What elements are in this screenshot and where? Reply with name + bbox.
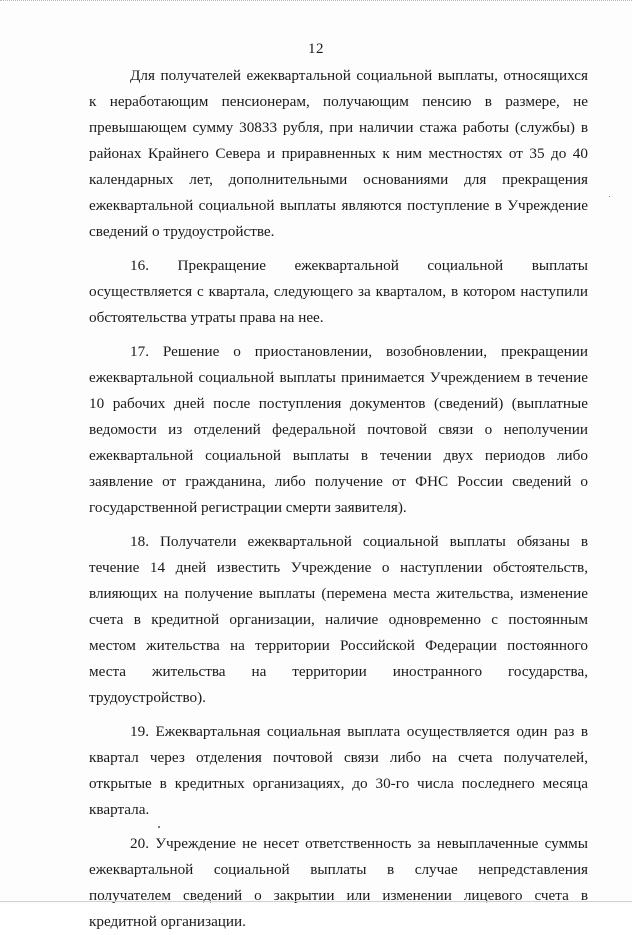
scan-edge-top — [0, 0, 632, 4]
scan-edge-bottom — [0, 900, 632, 902]
document-body — [89, 63, 588, 935]
paragraph-18: 18. Получатели ежеквартальной социальной выплаты обязаны в течение 14 дней известить Учреждение о наступлении обстоятельств, влияющих на получение выплаты (перемена места жительства, изменение счета в кредитной организации, наличие одновременно с постоянным местом жительства на территории Российской Федерации постоянного места жительства на территории иностранного государства, трудоустройство). — [89, 533, 588, 706]
paragraph-19: 19. Ежеквартальная социальная выплата осуществляется один раз в квартал через отделения почтовой связи либо на счета получателей, открытые в кредитных организациях, до 30-го числа последнего месяца квартала. — [89, 723, 588, 818]
paragraph-16: 16. Прекращение ежеквартальной социальной выплаты осуществляется с квартала, следующего за кварталом, в котором наступили обстоятельства утраты права на нее. — [89, 257, 588, 326]
scan-speck — [609, 196, 610, 197]
scan-speck — [158, 826, 160, 828]
page-number: 12 — [308, 41, 324, 57]
paragraph-pensioners-basis: Для получателей ежеквартальной социальной выплаты, относящихся к неработающим пенсионерам, получающим пенсию в размере, не превышающем сумму 30833 рубля, при наличии стажа работы (службы) в районах Крайнего Севера и приравненных к ним местностях от 35 до 40 календарных лет, дополнительными основаниями для прекращения ежеквартальной социальной выплаты являются поступление в Учреждение сведений о трудоустройстве. — [89, 67, 588, 240]
paragraph-20: 20. Учреждение не несет ответственность за невыплаченные суммы ежеквартальной социальной выплаты в случае непредставления получателем сведений о закрытии или изменении лицевого счета в кредитной организации. — [89, 835, 588, 930]
paragraph-17: 17. Решение о приостановлении, возобновлении, прекращении ежеквартальной социальной выплаты принимается Учреждением в течение 10 рабочих дней после поступления документов (сведений) (выплатные ведомости из отделений федеральной почтовой связи о неполучении ежеквартальной социальной выплаты в течении двух периодов либо заявление от гражданина, либо получение от ФНС России сведений о государственной регистрации смерти заявителя). — [89, 343, 588, 516]
